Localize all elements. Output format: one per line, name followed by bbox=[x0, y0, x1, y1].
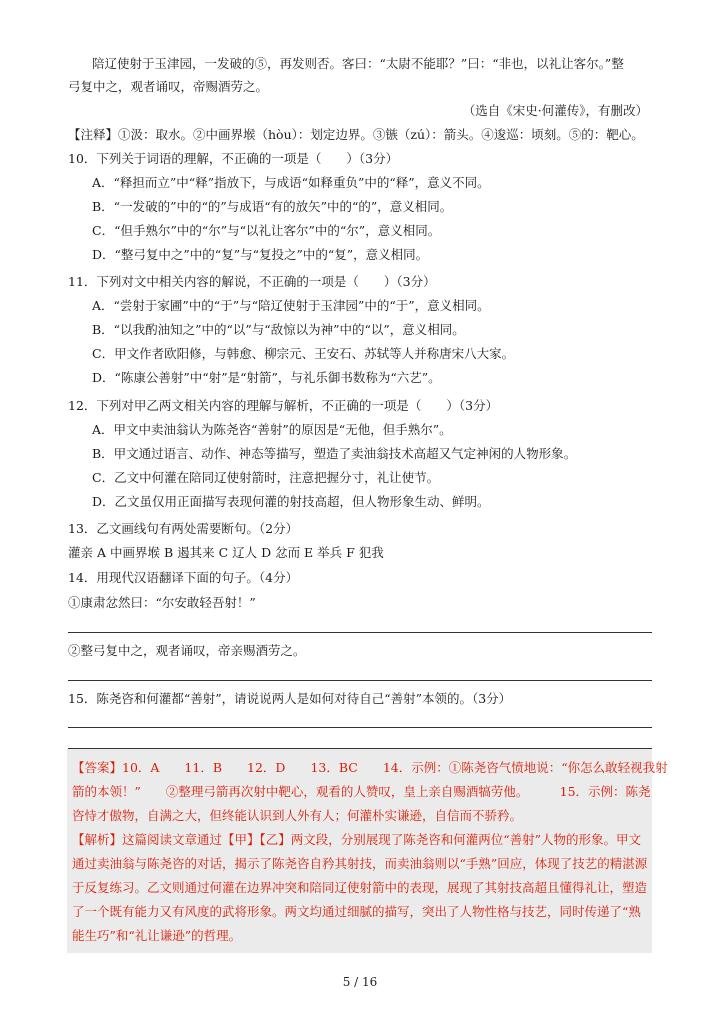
answer-line-2: 箭的本领！” ②整理弓箭再次射中靶心，观看的人赞叹，皇上亲自赐酒犒劳他。 15．示例：陈尧 bbox=[72, 784, 651, 799]
annotation-notes: 【注释】①汲：取水。②中画界堠（hòu）：划定边界。③镞（zú）：箭头。④逡巡：顷刻。⑤的：靶心。 bbox=[68, 127, 644, 142]
question-10-stem: 10．下列关于词语的理解，不正确的一项是（ ）（3分） bbox=[68, 151, 399, 166]
question-10-option-b: B．“一发破的”中的“的”与成语“有的放矢”中的“的”，意义相同。 bbox=[92, 199, 453, 214]
question-10-option-d: D．“整弓复中之”中的“复”与“复投之”中的“复”，意义相同。 bbox=[92, 247, 429, 262]
question-12-option-b: B．甲文通过语言、动作、神态等描写，塑造了卖油翁技术高超又气定神闲的人物形象。 bbox=[92, 446, 577, 461]
passage-source: （选自《宋史·何灌传》，有删改） bbox=[462, 103, 648, 118]
question-15-stem: 15．陈尧咨和何灌都“善射”，请说说两人是如何对待自己“善射”本领的。（3分） bbox=[68, 691, 512, 706]
question-11-option-a: A．“尝射于家圃”中的“于”与“陪辽使射于玉津园”中的“于”，意义相同。 bbox=[92, 298, 490, 313]
answer-box bbox=[67, 749, 652, 953]
answer-line-1: 【答案】10．A 11．B 12．D 13．BC 14．示例：①陈尧咨气愤地说：“你怎么敢轻视我射 bbox=[72, 760, 668, 775]
question-12-option-d: D．乙文虽仅用正面描写表现何灌的射技高超，但人物形象生动、鲜明。 bbox=[92, 494, 490, 509]
analysis-line-1: 【解析】这篇阅读文章通过【甲】【乙】两文段，分别展现了陈尧咨和何灌两位“善射”人物的形象。甲文 bbox=[72, 832, 642, 847]
analysis-line-3: 于反复练习。乙文则通过何灌在边界冲突和陪同辽使射箭中的表现，展现了其射技高超且懂得礼让，塑造 bbox=[72, 880, 648, 895]
analysis-line-4: 了一个既有能力又有风度的武将形象。两文均通过细腻的描写，突出了人物性格与技艺，同时传递了“熟 bbox=[72, 904, 641, 919]
question-12-stem: 12．下列对甲乙两文相关内容的理解与解析，不正确的一项是（ ）（3分） bbox=[68, 398, 499, 413]
question-12-option-a: A．甲文中卖油翁认为陈尧咨“善射”的原因是“无他，但手熟尔”。 bbox=[92, 422, 452, 437]
question-10-option-a: A．“释担而立”中“释”指放下，与成语“如释重负”中的“释”，意义不同。 bbox=[92, 175, 490, 190]
answer-line-3: 咨恃才傲物，自满之大，但终能认识到人外有人；何灌朴实谦逊，自信而不骄矜。 bbox=[72, 808, 523, 823]
analysis-line-2: 通过卖油翁与陈尧咨的对话，揭示了陈尧咨自矜其射技，而卖油翁则以“手熟”回应，体现了技艺的精湛源 bbox=[72, 856, 648, 871]
answer-line bbox=[68, 632, 652, 633]
question-13-sentence: 灌亲 A 中画界堠 B 遏其来 C 辽人 D 忿而 E 举兵 F 犯我 bbox=[68, 545, 384, 560]
question-10-option-c: C．“但手熟尔”中的“尔”与“以礼让客尔”中的“尔”，意义相同。 bbox=[92, 223, 441, 238]
question-14-sentence-1: ①康肃忿然曰：“尔安敢轻吾射！” bbox=[68, 595, 256, 610]
passage-line-1: 陪辽使射于玉津园，一发破的⑤，再发则否。客曰：“太尉不能耶？”曰：“非也，以礼让客尔。”整 bbox=[92, 56, 624, 71]
question-11-option-b: B．“以我酌油知之”中的“以”与“敌惊以为神”中的“以”，意义相同。 bbox=[92, 322, 465, 337]
question-14-stem: 14．用现代汉语翻译下面的句子。（4分） bbox=[68, 570, 299, 585]
question-13-stem: 13．乙文画线句有两处需要断句。（2分） bbox=[68, 521, 299, 536]
question-11-stem: 11．下列对文中相关内容的解说，不正确的一项是（ ）（3分） bbox=[68, 274, 436, 289]
page-number: 5 / 16 bbox=[342, 975, 378, 989]
answer-line bbox=[68, 680, 652, 681]
question-14-sentence-2: ②整弓复中之，观者诵叹，帝亲赐酒劳之。 bbox=[68, 643, 306, 658]
question-11-option-d: D．“陈康公善射”中“射”是“射箭”，与礼乐御书数称为“六艺”。 bbox=[92, 370, 441, 385]
answer-line bbox=[68, 727, 652, 728]
passage-line-2: 弓复中之，观者诵叹，帝赐酒劳之。 bbox=[68, 79, 269, 94]
question-12-option-c: C．乙文中何灌在陪同辽使射箭时，注意把握分寸，礼让使节。 bbox=[92, 470, 440, 485]
question-11-option-c: C．甲文作者欧阳修，与韩愈、柳宗元、王安石、苏轼等人并称唐宋八大家。 bbox=[92, 346, 515, 361]
analysis-line-5: 能生巧”和“礼让谦逊”的哲理。 bbox=[72, 928, 242, 943]
